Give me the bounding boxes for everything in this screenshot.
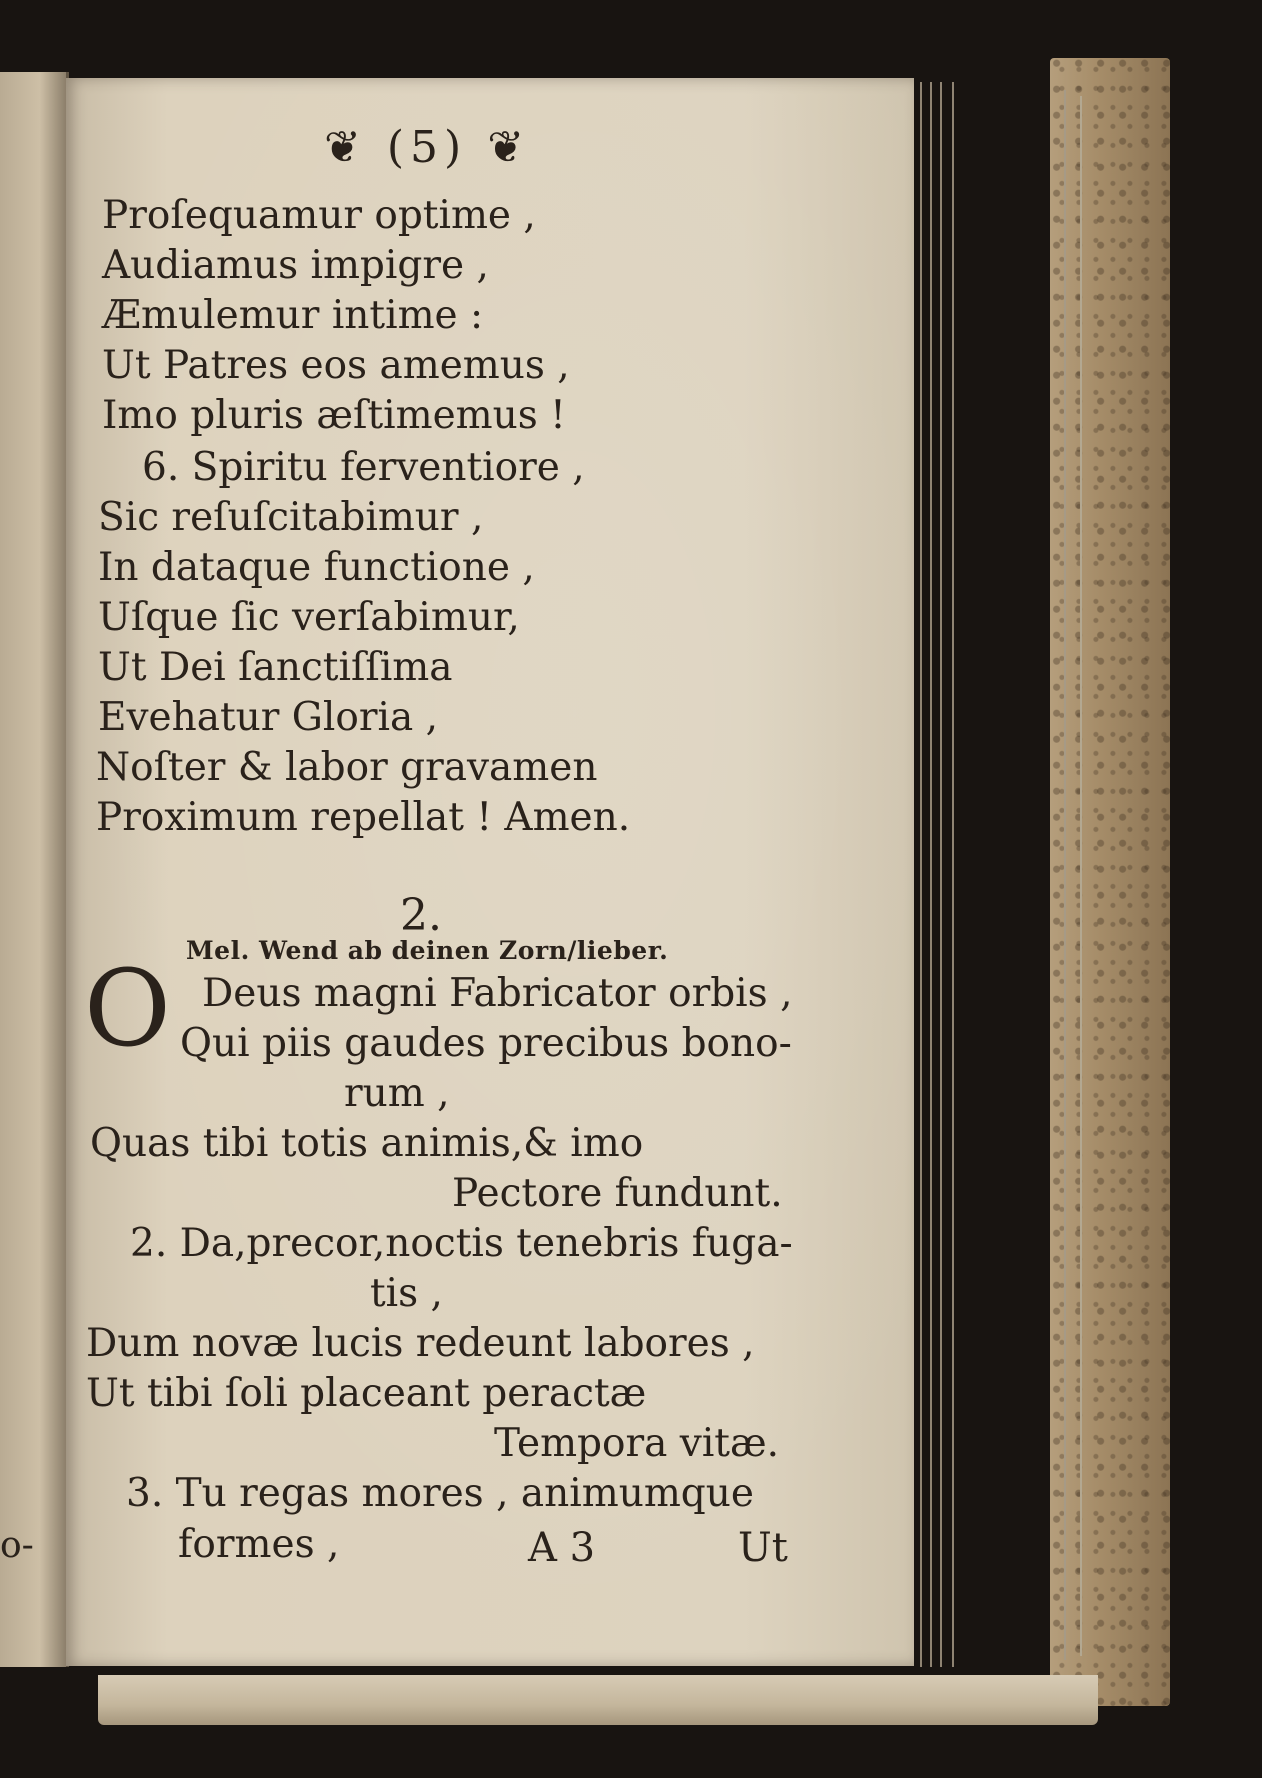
back-cover-board — [1050, 58, 1170, 1706]
page-header — [324, 122, 530, 173]
hymn-number: 2. — [400, 890, 442, 941]
page-edge-line — [1080, 96, 1082, 1656]
page-edge-line — [952, 82, 954, 1667]
melody-note: Mel. Wend ab deinen Zorn/lieber. — [186, 936, 669, 965]
page-number: (5) — [386, 122, 468, 173]
stanza-line: Ut Dei ſanctiſſima — [98, 645, 453, 690]
page-edge-line — [1064, 90, 1066, 1660]
hymn-line: rum , — [344, 1071, 450, 1116]
hymn-line: Deus magni Fabricator orbis , — [202, 971, 793, 1016]
stanza-line: 6. Spiritu ferventiore , — [142, 445, 585, 490]
drop-cap: O — [84, 947, 171, 1070]
previous-page-fragment: o- — [0, 1525, 34, 1566]
bleed-through-mark — [8, 542, 48, 570]
page-edge-line — [940, 82, 942, 1667]
stanza-line: Sic reſuſcitabimur , — [98, 495, 484, 540]
stanza-line: Imo pluris æſtimemus ! — [102, 393, 566, 438]
catchword: Ut — [738, 1525, 788, 1571]
signature-mark: A 3 — [528, 1525, 596, 1571]
hymn-line: Pectore fundunt. — [452, 1171, 783, 1216]
stanza-line: Ut Patres eos amemus , — [102, 343, 570, 388]
page-edge-line — [930, 82, 932, 1667]
stanza-line: Æmulemur intime : — [102, 293, 484, 338]
ornament-right-icon: ❦ — [487, 122, 531, 173]
book-page — [66, 78, 914, 1666]
hymn-line: Ut tibi ſoli placeant peractæ — [86, 1371, 647, 1416]
hymn-line: Dum novæ lucis redeunt labores , — [86, 1321, 755, 1366]
page-edge-line — [920, 82, 922, 1667]
hymn-line: Qui piis gaudes precibus bono- — [180, 1021, 792, 1066]
stanza-line: Noſter & labor gravamen — [96, 745, 598, 790]
hymn-line: 2. Da,precor,noctis tenebris fuga- — [130, 1221, 793, 1266]
stanza-line: Audiamus impigre , — [102, 243, 489, 288]
hymn-line: tis , — [370, 1271, 443, 1316]
hymn-line: Tempora vitæ. — [494, 1421, 780, 1466]
stanza-line: Uſque ſic verſabimur, — [98, 595, 520, 640]
stanza-line: Proſequamur optime , — [102, 193, 536, 238]
page-stack-bottom — [98, 1675, 1098, 1725]
stanza-line: Evehatur Gloria , — [98, 695, 439, 740]
ornament-left-icon: ❦ — [324, 122, 367, 173]
hymn-line: formes , — [178, 1522, 340, 1567]
previous-page-edge — [0, 72, 69, 1667]
stanza-line: Proximum repellat ! Amen. — [96, 795, 631, 840]
hymn-line: 3. Tu regas mores , animumque — [126, 1471, 754, 1516]
stanza-line: In dataque functione , — [98, 545, 535, 590]
hymn-line: Quas tibi totis animis,& imo — [90, 1121, 644, 1166]
